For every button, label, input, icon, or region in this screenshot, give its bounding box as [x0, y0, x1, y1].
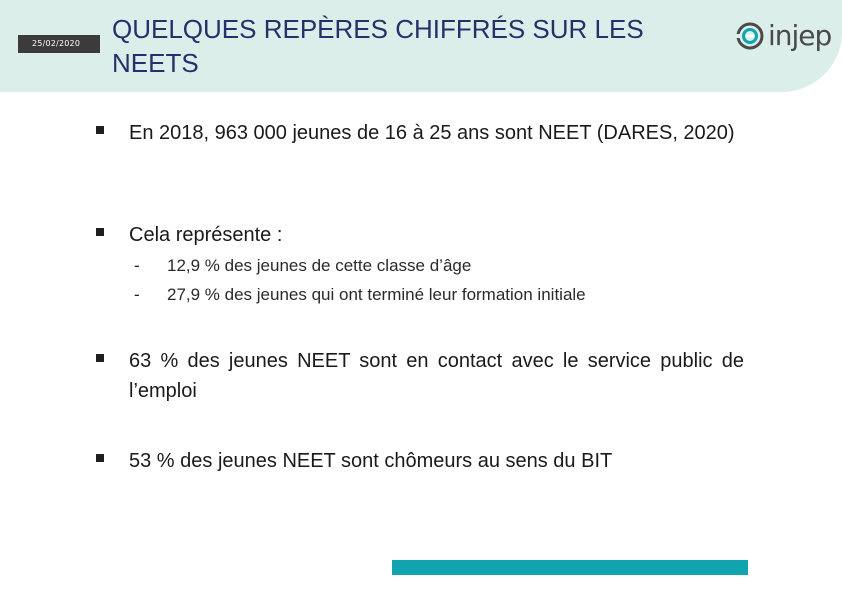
bullet-text: En 2018, 963 000 jeunes de 16 à 25 ans sont NEET (DARES, 2020) — [129, 122, 735, 144]
sub-item-text: 27,9 % des jeunes qui ont terminé leur formation initiale — [167, 285, 586, 304]
footer-accent-bar — [392, 560, 748, 575]
bullet-text: Cela représente : — [129, 224, 283, 246]
injep-logo — [734, 20, 830, 54]
dash-marker: - — [134, 256, 140, 275]
slide-date: 25/02/2020 — [32, 39, 81, 48]
sub-item-text: 12,9 % des jeunes de cette classe d’âge — [167, 256, 472, 275]
bullet-text: 63 % des jeunes NEET sont en contact avec le service public de l’emploi — [129, 350, 744, 402]
bullet-text: 53 % des jeunes NEET sont chômeurs au sens du BIT — [129, 450, 613, 472]
sub-list — [134, 253, 654, 311]
dash-marker: - — [134, 285, 140, 304]
bullet-square-icon — [96, 354, 104, 362]
bullet-square-icon — [96, 454, 104, 462]
injep-logo-text: injep — [768, 19, 832, 52]
injep-logo-mark-icon — [736, 22, 764, 50]
sub-list-item — [134, 253, 654, 282]
sub-list-item — [134, 282, 654, 311]
bullet-square-icon — [96, 228, 104, 236]
slide-title: QUELQUES REPÈRES CHIFFRÉS SUR LES NEETS — [112, 14, 644, 78]
bullet-square-icon — [96, 126, 104, 134]
